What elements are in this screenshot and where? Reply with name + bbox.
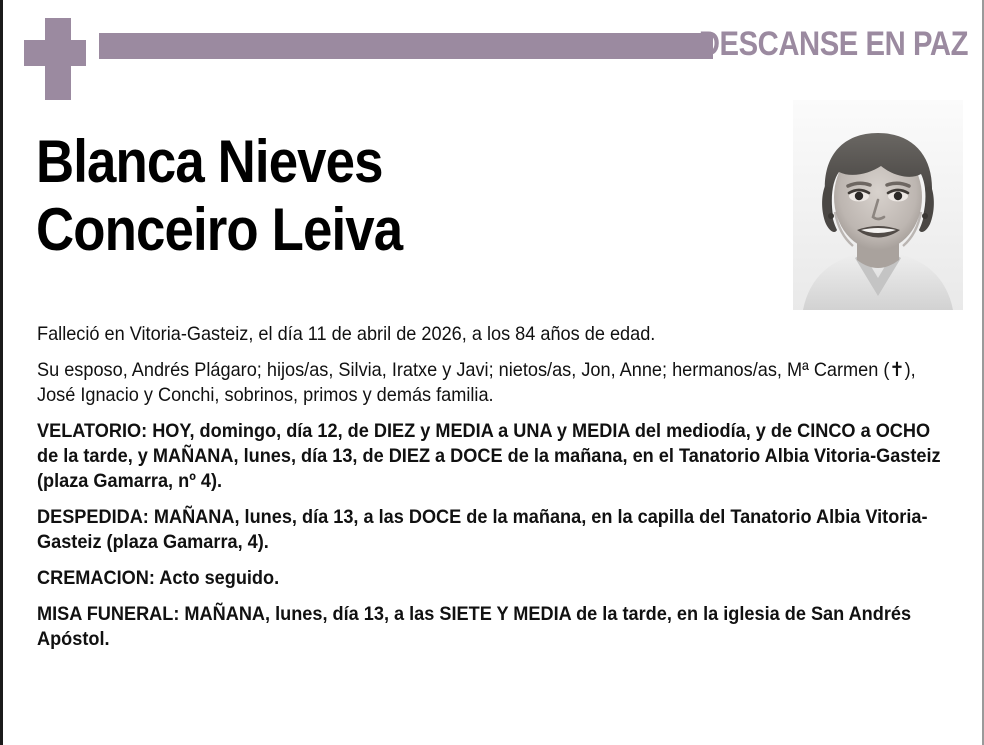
deceased-name xyxy=(36,128,766,264)
surviving-family: Su esposo, Andrés Plágaro; hijos/as, Silvia, Iratxe y Javi; nietos/as, Jon, Anne; hermanos/as, Mª Carmen (✝), José Ignacio y Conchi, sobrinos, primos y demás familia. xyxy=(37,359,916,406)
despedida-details: DESPEDIDA: MAÑANA, lunes, día 13, a las DOCE de la mañana, en la capilla del Tanatorio Albia Vitoria-Gasteiz (plaza Gamarra, 4). xyxy=(37,506,928,553)
cross-horizontal-bar xyxy=(24,40,86,66)
notice-body xyxy=(37,322,955,652)
portrait-illustration xyxy=(793,100,963,310)
latin-cross-icon xyxy=(24,18,86,100)
cremacion-details: CREMACION: Acto seguido. xyxy=(37,567,280,589)
deceased-name-line-2: Conceiro Leiva xyxy=(36,196,403,263)
misa-funeral-details: MISA FUNERAL: MAÑANA, lunes, día 13, a las SIETE Y MEDIA de la tarde, en la iglesia de San Andrés Apóstol. xyxy=(37,603,912,650)
header-rule xyxy=(99,33,713,59)
portrait-photo xyxy=(793,100,963,310)
velatorio-details: VELATORIO: HOY, domingo, día 12, de DIEZ y MEDIA a UNA y MEDIA del mediodía, y de CINCO a OCHO de la tarde, y MAÑANA, lunes, día 13, de DIEZ a DOCE de la mañana, en el Tanatorio Albia Vitoria-Gasteiz (plaza Gamarra, nº 4). xyxy=(37,420,941,492)
deceased-name-line-1: Blanca Nieves xyxy=(36,128,383,195)
header-title: DESCANSE EN PAZ xyxy=(698,25,968,63)
notice-header xyxy=(3,0,982,100)
death-announcement: Falleció en Vitoria-Gasteiz, el día 11 de abril de 2026, a los 84 años de edad. xyxy=(37,323,656,345)
